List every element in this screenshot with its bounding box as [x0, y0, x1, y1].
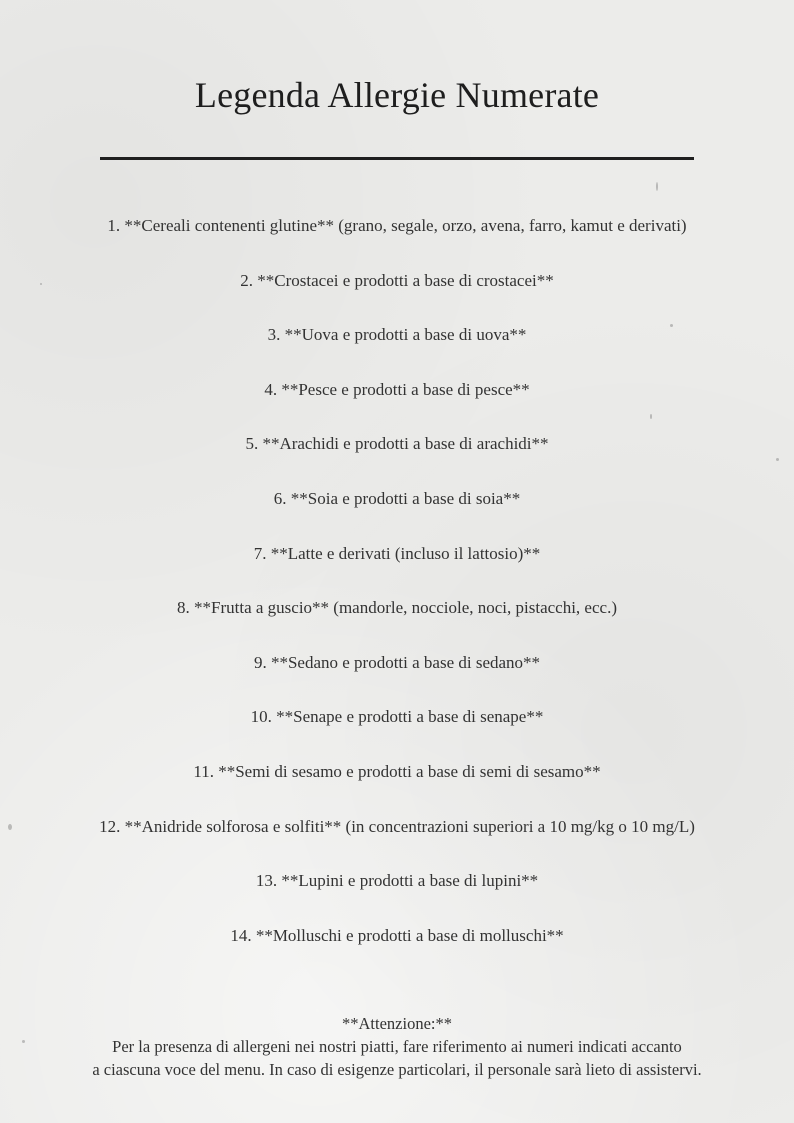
list-item: 13. **Lupini e prodotti a base di lupini**	[255, 871, 539, 891]
paper-speck	[656, 182, 658, 191]
list-item: 7. **Latte e derivati (incluso il lattosio)**	[253, 543, 541, 563]
paper-speck	[776, 458, 779, 461]
paper-speck	[22, 1040, 25, 1043]
allergen-list	[30, 214, 764, 978]
list-item: 9. **Sedano e prodotti a base di sedano**	[253, 652, 541, 672]
title-divider	[100, 157, 694, 160]
list-item: 10. **Senape e prodotti a base di senape**	[250, 707, 544, 727]
note-heading: **Attenzione:**	[342, 1014, 452, 1033]
list-item: 11. **Semi di sesamo e prodotti a base di semi di sesamo**	[193, 761, 601, 781]
paper-speck	[670, 324, 673, 327]
attention-note	[20, 1012, 774, 1081]
paper-speck	[8, 824, 12, 830]
list-item: 5. **Arachidi e prodotti a base di arachidi**	[245, 434, 549, 454]
note-line-2: a ciascuna voce del menu. In caso di esigenze particolari, il personale sarà lieto di assistervi.	[92, 1060, 702, 1079]
list-item: 8. **Frutta a guscio** (mandorle, nocciole, noci, pistacchi, ecc.)	[177, 598, 617, 618]
list-item: 14. **Molluschi e prodotti a base di molluschi**	[230, 925, 564, 945]
list-item: 2. **Crostacei e prodotti a base di crostacei**	[240, 270, 554, 290]
note-line-1: Per la presenza di allergeni nei nostri piatti, fare riferimento ai numeri indicati accanto	[112, 1037, 682, 1056]
paper-speck	[650, 414, 652, 419]
list-item: 1. **Cereali contenenti glutine** (grano, segale, orzo, avena, farro, kamut e derivati)	[107, 216, 687, 235]
list-item: 12. **Anidride solforosa e solfiti** (in concentrazioni superiori a 10 mg/kg o 10 mg/L)	[99, 816, 695, 836]
page-title: Legenda Allergie Numerate	[194, 75, 600, 115]
paper-speck	[40, 283, 42, 285]
list-item: 3. **Uova e prodotti a base di uova**	[267, 325, 527, 345]
list-item: 6. **Soia e prodotti a base di soia**	[273, 488, 521, 508]
list-item: 4. **Pesce e prodotti a base di pesce**	[264, 379, 530, 399]
